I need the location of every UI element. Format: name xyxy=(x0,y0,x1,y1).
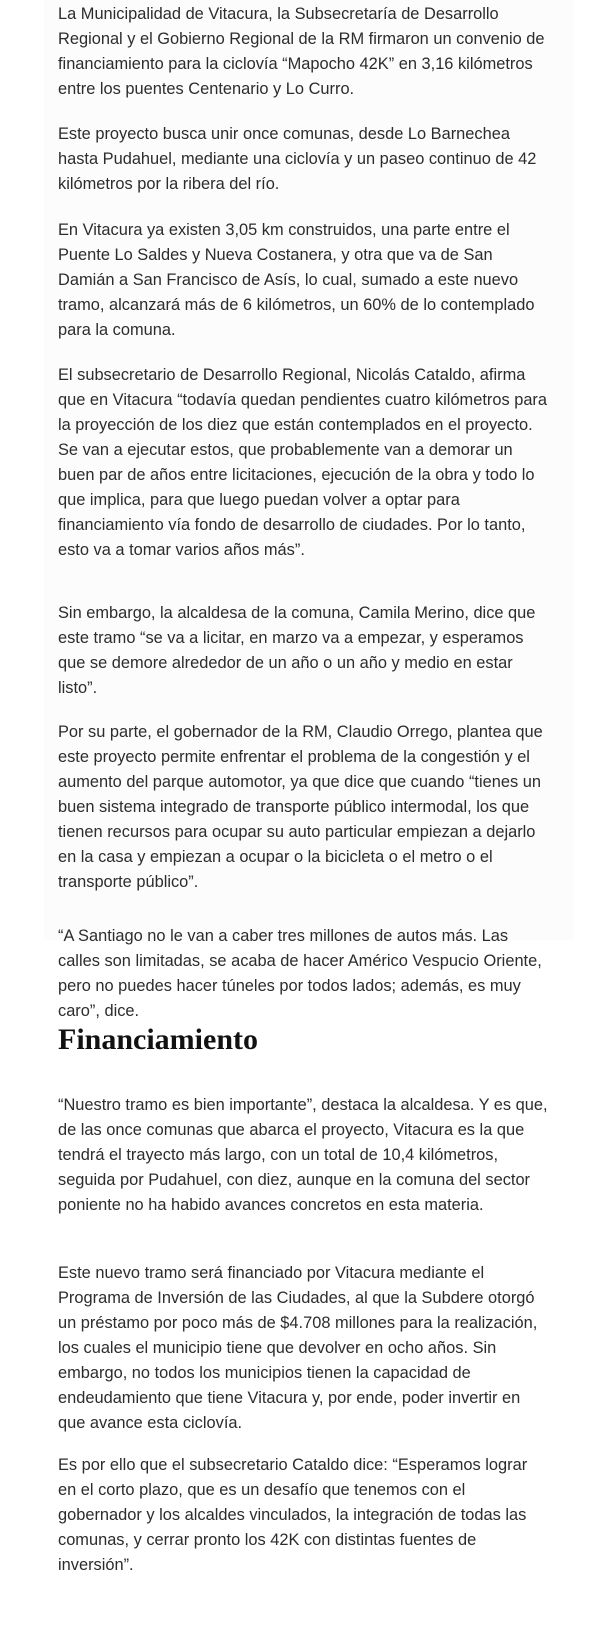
paragraph-2: Este proyecto busca unir once comunas, desde Lo Barnechea hasta Pudahuel, mediante una ciclovía y un paseo continuo de 42 kilómetros por la ribera del río. xyxy=(58,125,537,193)
paragraph-10: Es por ello que el subsecretario Cataldo dice: “Esperamos lograr en el corto plazo, que es un desafío que tenemos con el gobernador y los alcaldes vinculados, la integración de todas las comunas, y cerrar pronto los 42K con distintas fuentes de inversión”. xyxy=(58,1456,528,1574)
paragraph-9: Este nuevo tramo será financiado por Vitacura mediante el Programa de Inversión de las Ciudades, al que la Subdere otorgó un préstamo por poco más de $4.708 millones para la realización, los cuales el municipio tiene que devolver en ocho años. Sin embargo, no todos los municipios tienen la capacidad de endeudamiento que tiene Vitacura y, por ende, poder invertir en que avance esta ciclovía. xyxy=(58,1264,538,1432)
paragraph-1: La Municipalidad de Vitacura, la Subsecretaría de Desarrollo Regional y el Gobierno Regional de la RM firmaron un convenio de financiamiento para la ciclovía “Mapocho 42K” en 3,16 kilómetros entre los puentes Centenario y Lo Curro. xyxy=(58,5,545,98)
paragraph-3: En Vitacura ya existen 3,05 km construidos, una parte entre el Puente Lo Saldes y Nueva Costanera, y otra que va de San Damián a San Francisco de Asís, lo cual, sumado a este nuevo tramo, alcanzará más de 6 kilómetros, un 60% de lo contemplado para la comuna. xyxy=(58,221,535,339)
paragraph-8: “Nuestro tramo es bien importante”, destaca la alcaldesa. Y es que, de las once comunas que abarca el proyecto, Vitacura es la que tendrá el trayecto más largo, con un total de 10,4 kilómetros, seguida por Pudahuel, con diez, aunque en la comuna del sector poniente no ha habido avances concretos en esta materia. xyxy=(58,1096,548,1214)
paragraph-4: El subsecretario de Desarrollo Regional, Nicolás Cataldo, afirma que en Vitacura “todavía quedan pendientes cuatro kilómetros para la proyección de los diez que están contemplados en el proyecto. Se van a ejecutar estos, que probablemente van a demorar un buen par de años entre licitaciones, ejecución de la obra y todo lo que implica, para que luego puedan volver a optar para financiamiento vía fondo de desarrollo de ciudades. Por lo tanto, esto va a tomar varios años más”. xyxy=(58,366,548,559)
section-heading: Financiamiento xyxy=(58,1023,258,1056)
paragraph-7: “A Santiago no le van a caber tres millones de autos más. Las calles son limitadas, se acaba de hacer Américo Vespucio Oriente, pero no puedes hacer túneles por todos lados; además, es muy caro”, dice. xyxy=(58,927,542,1020)
paragraph-5: Sin embargo, la alcaldesa de la comuna, Camila Merino, dice que este tramo “se va a licitar, en marzo va a empezar, y esperamos que se demore alrededor de un año o un año y medio en estar listo”. xyxy=(58,604,536,697)
paragraph-6: Por su parte, el gobernador de la RM, Claudio Orrego, plantea que este proyecto permite enfrentar el problema de la congestión y el aumento del parque automotor, ya que dice que cuando “tienes un buen sistema integrado de transporte público intermodal, los que tienen recursos para ocupar su auto particular empiezan a dejarlo en la casa y empiezan a ocupar o la bicicleta o el metro o el transporte público”. xyxy=(58,723,543,891)
